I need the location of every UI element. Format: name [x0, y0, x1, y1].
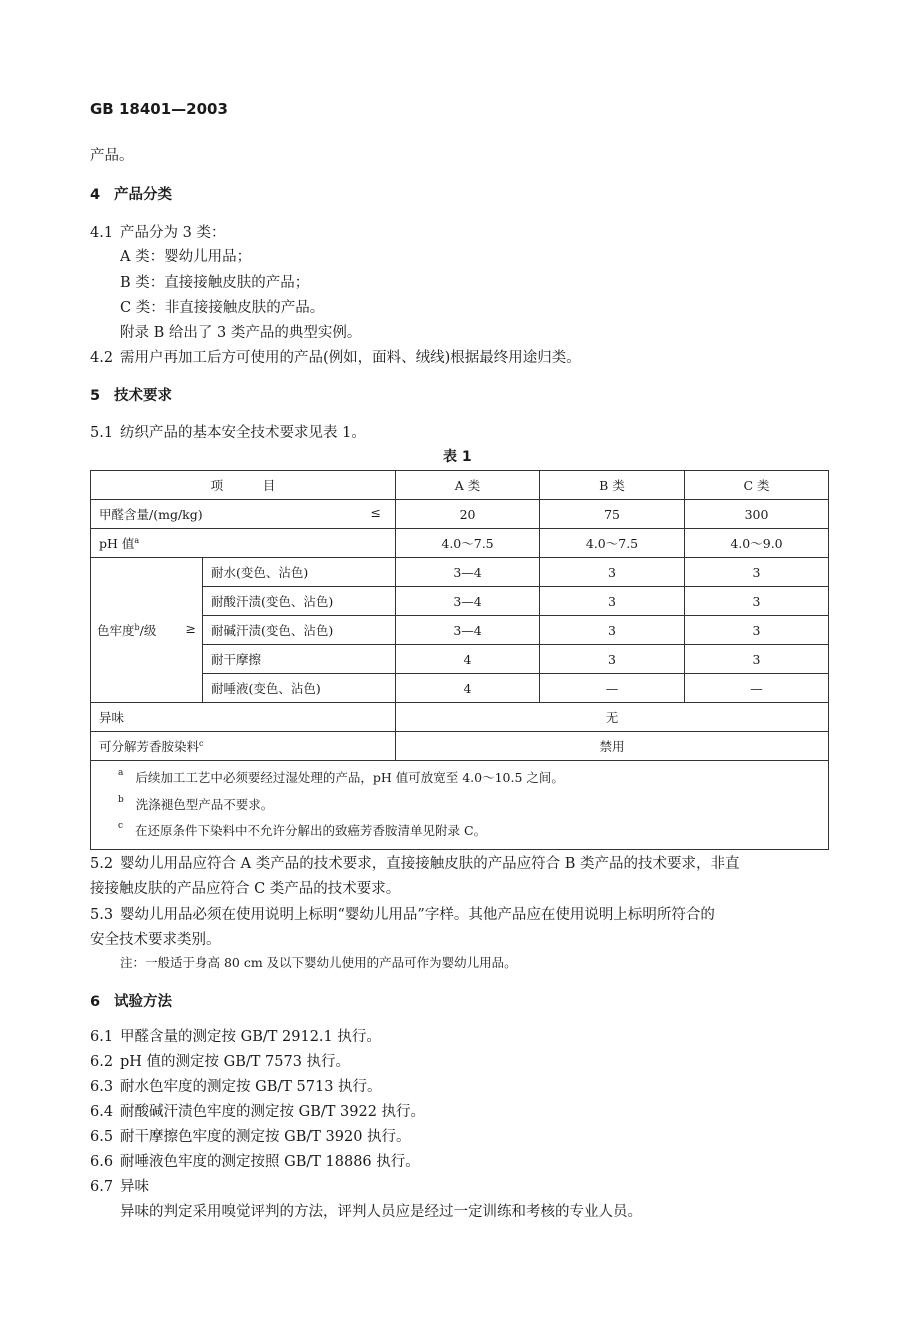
ph-label: pH 值 [99, 536, 135, 551]
clause-text: 婴幼儿用品必须在使用说明上标明“婴幼儿用品”字样。其他产品应在使用说明上标明所符合的 [120, 907, 715, 923]
clause-6-2 [90, 1050, 350, 1071]
cell-a: 20 [396, 500, 540, 529]
footnote-mark: b [134, 622, 140, 632]
clause-4-1 [90, 221, 225, 242]
cell-a: 3—4 [396, 616, 540, 645]
clause-text: 耐酸碱汗渍色牢度的测定按 GB/T 3922 执行。 [120, 1104, 426, 1120]
table-row [91, 529, 829, 558]
clause-text: pH 值的测定按 GB/T 7573 执行。 [120, 1054, 351, 1070]
section-title: 试验方法 [114, 994, 172, 1010]
clause-number: 6.4 [90, 1104, 114, 1120]
row-label [91, 500, 396, 529]
clause-number: 5.2 [90, 856, 114, 872]
color-row-name: 耐水(变色、沾色) [203, 558, 396, 587]
clause-4-2 [90, 346, 581, 367]
clause-text: 耐水色牢度的测定按 GB/T 5713 执行。 [120, 1079, 382, 1095]
cell-a: 4 [396, 645, 540, 674]
cell-b: — [540, 674, 685, 703]
odor-value: 无 [396, 703, 829, 732]
cell-a: 3—4 [396, 587, 540, 616]
table-row [91, 732, 829, 761]
table-header-row [91, 471, 829, 500]
section-number: 4 [90, 187, 101, 203]
color-row-name: 耐酸汗渍(变色、沾色) [203, 587, 396, 616]
footnote-text: 后续加工工艺中必须要经过湿处理的产品，pH 值可放宽至 4.0～10.5 之间。 [135, 770, 564, 785]
section-title: 技术要求 [114, 388, 172, 404]
footnote [118, 821, 486, 839]
clause-5-2-cont: 接接触皮肤的产品应符合 C 类产品的技术要求。 [90, 881, 401, 897]
section-6-heading [90, 990, 172, 1011]
requirements-table [90, 470, 829, 850]
list-item: C 类：非直接接触皮肤的产品。 [120, 300, 325, 316]
cell-c: 4.0～9.0 [685, 529, 829, 558]
header-class-b: B 类 [540, 471, 685, 500]
cell-a: 3—4 [396, 558, 540, 587]
cell-c: 3 [685, 587, 829, 616]
header-class-a: A 类 [396, 471, 540, 500]
cell-c: 3 [685, 645, 829, 674]
clause-5-3 [90, 903, 715, 924]
clause-6-5 [90, 1125, 411, 1146]
clause-number: 6.5 [90, 1129, 114, 1145]
clause-number: 6.1 [90, 1029, 114, 1045]
clause-6-7-text: 异味的判定采用嗅觉评判的方法，评判人员应是经过一定训练和考核的专业人员。 [120, 1204, 642, 1220]
clause-title: 异味 [120, 1179, 149, 1195]
clause-5-3-cont: 安全技术要求类别。 [90, 932, 221, 948]
color-label: 色牢度 [97, 623, 135, 638]
table-row [91, 500, 829, 529]
clause-number: 6.6 [90, 1154, 114, 1170]
header-class-c: C 类 [685, 471, 829, 500]
cell-c: — [685, 674, 829, 703]
cell-c: 3 [685, 558, 829, 587]
clause-number: 5.3 [90, 907, 114, 923]
note: 注：一般适于身高 80 cm 及以下婴幼儿使用的产品可作为婴幼儿用品。 [120, 955, 517, 970]
color-unit: /级 [139, 623, 157, 638]
clause-text: 耐唾液色牢度的测定按照 GB/T 18886 执行。 [120, 1154, 420, 1170]
footnote-mark: c [199, 738, 204, 748]
clause-6-4 [90, 1100, 425, 1121]
list-item: B 类：直接接触皮肤的产品； [120, 275, 310, 291]
clause-number: 6.2 [90, 1054, 114, 1070]
cell-b: 3 [540, 587, 685, 616]
clause-text: 婴幼儿用品应符合 A 类产品的技术要求，直接接触皮肤的产品应符合 B 类产品的技术要求，非直 [120, 856, 740, 872]
clause-6-3 [90, 1075, 382, 1096]
clause-text: 需用户再加工后方可使用的产品(例如，面料、绒线)根据最终用途归类。 [120, 350, 581, 366]
color-fastness-label [91, 558, 203, 703]
document-header: GB 18401—2003 [90, 100, 228, 118]
color-row-name: 耐唾液(变色、沾色) [203, 674, 396, 703]
cell-b: 75 [540, 500, 685, 529]
section-number: 6 [90, 994, 101, 1010]
clause-5-1 [90, 421, 366, 442]
clause-6-6 [90, 1150, 420, 1171]
azo-value: 禁用 [396, 732, 829, 761]
footnote [118, 795, 273, 813]
clause-5-2 [90, 852, 740, 873]
list-item: 附录 B 给出了 3 类产品的典型实例。 [120, 325, 362, 341]
cell-c: 3 [685, 616, 829, 645]
clause-text: 甲醛含量的测定按 GB/T 2912.1 执行。 [120, 1029, 381, 1045]
footnote-mark: b [118, 794, 124, 805]
row-label [91, 732, 396, 761]
clause-6-1 [90, 1025, 381, 1046]
cell-c: 300 [685, 500, 829, 529]
footnote-text: 在还原条件下染料中不允许分解出的致癌芳香胺清单见附录 C。 [135, 823, 487, 838]
formaldehyde-label: 甲醛含量/(mg/kg) [99, 507, 203, 522]
clause-text: 纺织产品的基本安全技术要求见表 1。 [120, 425, 366, 441]
azo-label: 可分解芳香胺染料 [99, 739, 200, 754]
footnote-text: 洗涤褪色型产品不要求。 [135, 797, 274, 812]
cell-a: 4.0～7.5 [396, 529, 540, 558]
cell-b: 3 [540, 558, 685, 587]
odor-label: 异味 [91, 703, 396, 732]
cell-b: 3 [540, 645, 685, 674]
clause-number: 6.3 [90, 1079, 114, 1095]
cell-a: 4 [396, 674, 540, 703]
clause-6-7 [90, 1175, 149, 1196]
row-label [91, 529, 396, 558]
clause-number: 6.7 [90, 1179, 114, 1195]
section-4-heading [90, 183, 172, 204]
le-sign: ≤ [370, 505, 382, 520]
clause-number: 5.1 [90, 425, 114, 441]
footnote-mark: c [118, 820, 124, 831]
clause-number: 4.2 [90, 350, 114, 366]
ge-sign: ≥ [185, 621, 196, 636]
section-title: 产品分类 [114, 187, 172, 203]
footnote-mark: a [118, 767, 124, 778]
section-number: 5 [90, 388, 101, 404]
table-row [91, 703, 829, 732]
table-caption: 表 1 [443, 449, 472, 465]
color-row-name: 耐碱汗渍(变色、沾色) [203, 616, 396, 645]
table-row [91, 558, 829, 587]
list-item: A 类：婴幼儿用品； [120, 249, 252, 265]
header-item: 项 目 [91, 471, 396, 500]
section-5-heading [90, 384, 172, 405]
cell-b: 3 [540, 616, 685, 645]
footnote [118, 768, 564, 786]
clause-number: 4.1 [90, 225, 114, 241]
color-row-name: 耐干摩擦 [203, 645, 396, 674]
cell-b: 4.0～7.5 [540, 529, 685, 558]
clause-text: 耐干摩擦色牢度的测定按 GB/T 3920 执行。 [120, 1129, 411, 1145]
intro-text: 产品。 [90, 148, 134, 164]
clause-text: 产品分为 3 类： [120, 225, 226, 241]
footnote-mark: a [134, 535, 140, 545]
